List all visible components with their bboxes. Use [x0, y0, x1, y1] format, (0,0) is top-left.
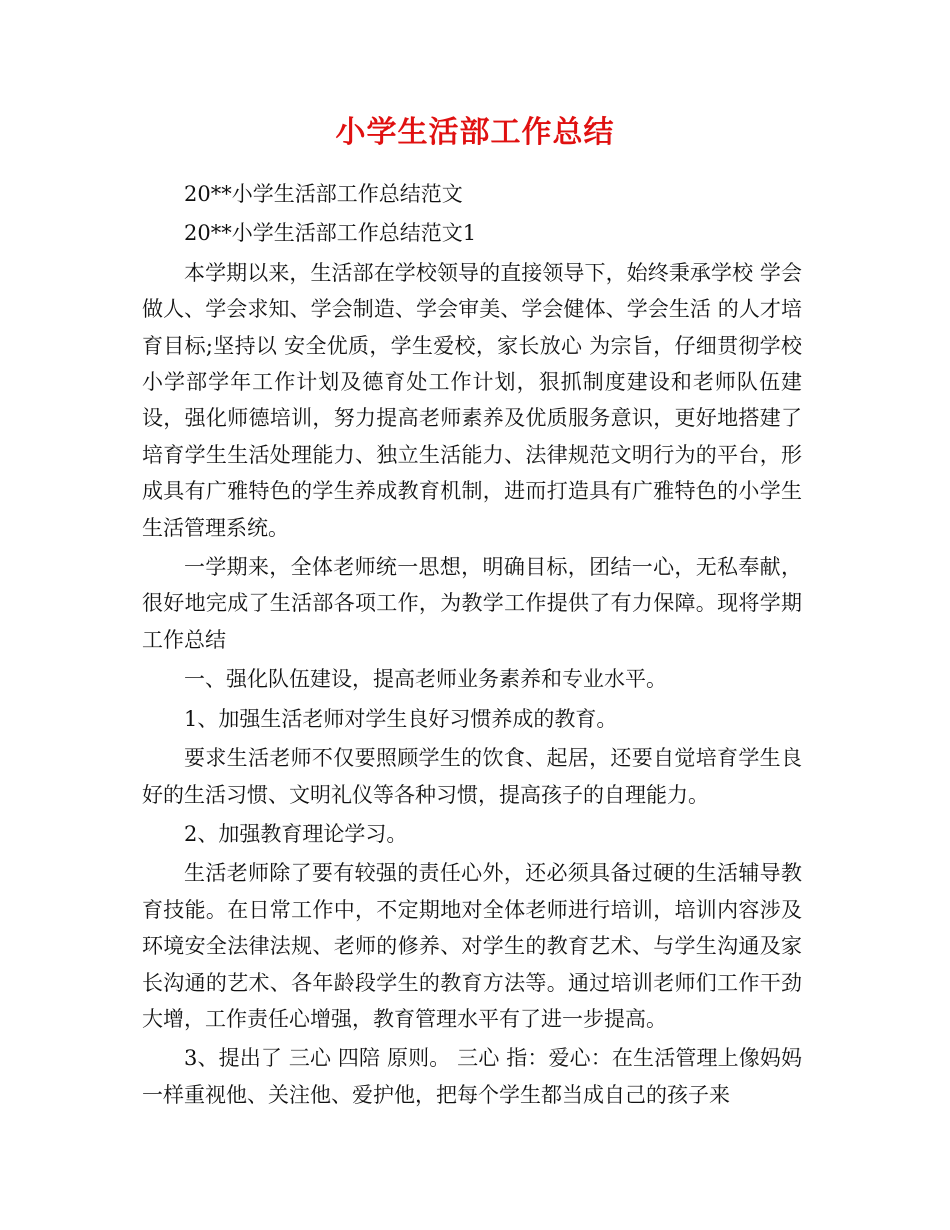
document-body: [142, 176, 802, 1116]
paragraph-subtitle: 20**小学生活部工作总结范文: [184, 182, 463, 206]
document-title: 小学生活部工作总结: [335, 115, 615, 150]
paragraph-heading-one: 一、强化队伍建设，提高老师业务素养和专业水平。: [184, 667, 667, 692]
paragraph-item-one-detail: 要求生活老师不仅要照顾学生的饮食、起居，还要自觉培育学生良好的生活习惯、文明礼仪等各种习惯，提高孩子的自理能力。: [142, 746, 802, 807]
paragraph-section-heading: 20**小学生活部工作总结范文1: [184, 221, 477, 246]
paragraph-summary: 一学期来，全体老师统一思想，明确目标，团结一心，无私奉献，很好地完成了生活部各项工作，为教学工作提供了有力保障。现将学期工作总结: [142, 555, 802, 652]
paragraph-intro: 本学期以来，生活部在学校领导的直接领导下，始终秉承学校 学会做人、学会求知、学会制造、学会审美、学会健体、学会生活 的人才培育目标;坚持以 安全优质，学生爱校，家长放心 为宗旨，仔细贯彻学校小学部学年工作计划及德育处工作计划，狠抓制度建设和老师队伍建设，强化师德培训，努力提高老师素养及优质服务意识，更好地搭建了培育学生生活处理能力、独立生活能力、法律规范文明行为的平台，形成具有广雅特色的学生养成教育机制，进而打造具有广雅特色的小学生生活管理系统。: [142, 260, 802, 540]
paragraph-item-two: 2、加强教育理论学习。: [184, 821, 408, 846]
paragraph-item-one: 1、加强生活老师对学生良好习惯养成的教育。: [184, 706, 618, 731]
paragraph-item-two-detail: 生活老师除了要有较强的责任心外，还必须具备过硬的生活辅导教育技能。在日常工作中，不定期地对全体老师进行培训，培训内容涉及环境安全法律法规、老师的修养、对学生的教育艺术、与学生沟通及家长沟通的艺术、各年龄段学生的教育方法等。通过培训老师们工作干劲大增，工作责任心增强，教育管理水平有了进一步提高。: [142, 861, 802, 1031]
paragraph-item-three: 3、提出了 三心 四陪 原则。 三心 指：爱心：在生活管理上像妈妈一样重视他、关注他、爱护他，把每个学生都当成自己的孩子来: [142, 1046, 802, 1107]
